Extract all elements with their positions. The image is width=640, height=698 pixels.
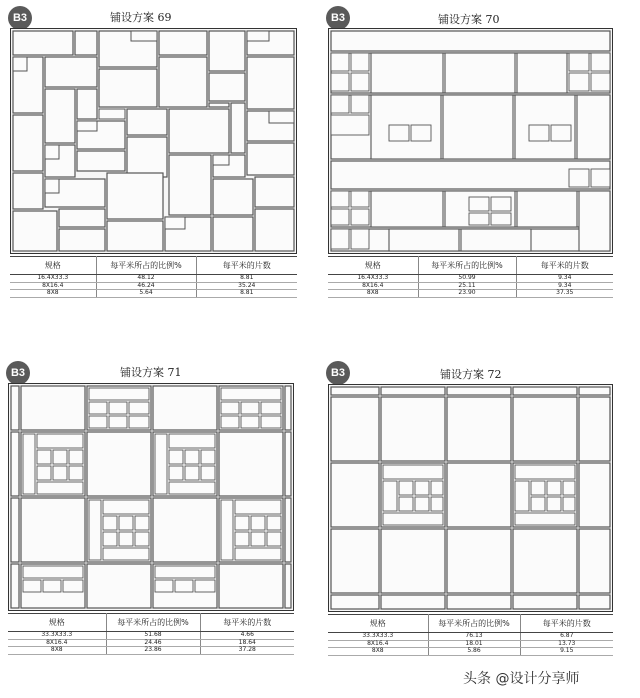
cell-pieces: 35.24 — [196, 282, 297, 290]
plan-title: 铺设方案 69 — [110, 11, 172, 24]
cell-pieces: 9.34 — [516, 275, 613, 283]
cell-size: 8X16.4 — [328, 282, 418, 290]
cell-size: 8X16.4 — [8, 639, 106, 647]
cell-percent: 23.86 — [106, 647, 200, 655]
col-header-percent: 每平米所占的比例% — [418, 257, 516, 275]
cell-size: 8X16.4 — [10, 282, 96, 290]
watermark: 头条 @设计分享师 — [463, 671, 580, 687]
cell-size: 33.3X33.3 — [328, 633, 428, 641]
cell-pieces: 8.81 — [196, 275, 297, 283]
plan-badge: B3 — [326, 361, 350, 385]
plan-title: 铺设方案 71 — [120, 366, 182, 379]
cell-percent: 5.86 — [428, 648, 520, 656]
col-header-pieces: 每平米的片数 — [520, 615, 613, 633]
plan-title: 铺设方案 72 — [440, 368, 502, 381]
cell-size: 16.4X33.3 — [328, 275, 418, 283]
col-header-size: 规格 — [10, 257, 96, 275]
cell-size: 33.3X33.3 — [8, 632, 106, 640]
cell-size: 8X16.4 — [328, 640, 428, 648]
cell-pieces: 9.15 — [520, 648, 613, 656]
plan-badge: B3 — [6, 361, 30, 385]
table-row — [8, 647, 294, 655]
plan-badge: B3 — [326, 6, 350, 30]
cell-percent: 50.99 — [418, 275, 516, 283]
cell-pieces: 37.28 — [200, 647, 294, 655]
cell-percent: 46.24 — [96, 282, 196, 290]
cell-pieces: 6.87 — [520, 633, 613, 641]
table-row — [8, 632, 294, 640]
cell-percent: 25.11 — [418, 282, 516, 290]
table-row — [10, 275, 297, 283]
cell-size: 8X8 — [328, 290, 418, 298]
spec-table — [10, 256, 297, 298]
tile-layout-diagram — [10, 28, 297, 254]
plan-title: 铺设方案 70 — [438, 13, 500, 26]
spec-table — [328, 614, 613, 656]
tile-layout-diagram — [328, 28, 613, 254]
plan-badge: B3 — [8, 6, 32, 30]
cell-percent: 76.13 — [428, 633, 520, 641]
cell-percent: 18.01 — [428, 640, 520, 648]
table-row — [328, 290, 613, 298]
cell-pieces: 37.35 — [516, 290, 613, 298]
cell-percent: 51.68 — [106, 632, 200, 640]
tile-layout-diagram — [8, 383, 294, 611]
col-header-percent: 每平米所占的比例% — [106, 614, 200, 632]
cell-size: 8X8 — [10, 290, 96, 298]
cell-percent: 5.64 — [96, 290, 196, 298]
cell-pieces: 18.64 — [200, 639, 294, 647]
table-row — [328, 633, 613, 641]
col-header-size: 规格 — [328, 257, 418, 275]
cell-size: 8X8 — [8, 647, 106, 655]
table-row — [10, 290, 297, 298]
cell-percent: 23.90 — [418, 290, 516, 298]
col-header-pieces: 每平米的片数 — [516, 257, 613, 275]
cell-size: 8X8 — [328, 648, 428, 656]
cell-size: 16.4X33.3 — [10, 275, 96, 283]
cell-pieces: 13.73 — [520, 640, 613, 648]
spec-table — [328, 256, 613, 298]
cell-pieces: 9.34 — [516, 282, 613, 290]
cell-pieces: 4.66 — [200, 632, 294, 640]
cell-percent: 24.46 — [106, 639, 200, 647]
col-header-pieces: 每平米的片数 — [196, 257, 297, 275]
col-header-size: 规格 — [8, 614, 106, 632]
cell-pieces: 8.81 — [196, 290, 297, 298]
col-header-pieces: 每平米的片数 — [200, 614, 294, 632]
table-row — [328, 648, 613, 656]
tile-layout-diagram — [328, 384, 613, 612]
col-header-size: 规格 — [328, 615, 428, 633]
table-row — [328, 275, 613, 283]
col-header-percent: 每平米所占的比例% — [96, 257, 196, 275]
col-header-percent: 每平米所占的比例% — [428, 615, 520, 633]
cell-percent: 48.12 — [96, 275, 196, 283]
spec-table — [8, 613, 294, 655]
